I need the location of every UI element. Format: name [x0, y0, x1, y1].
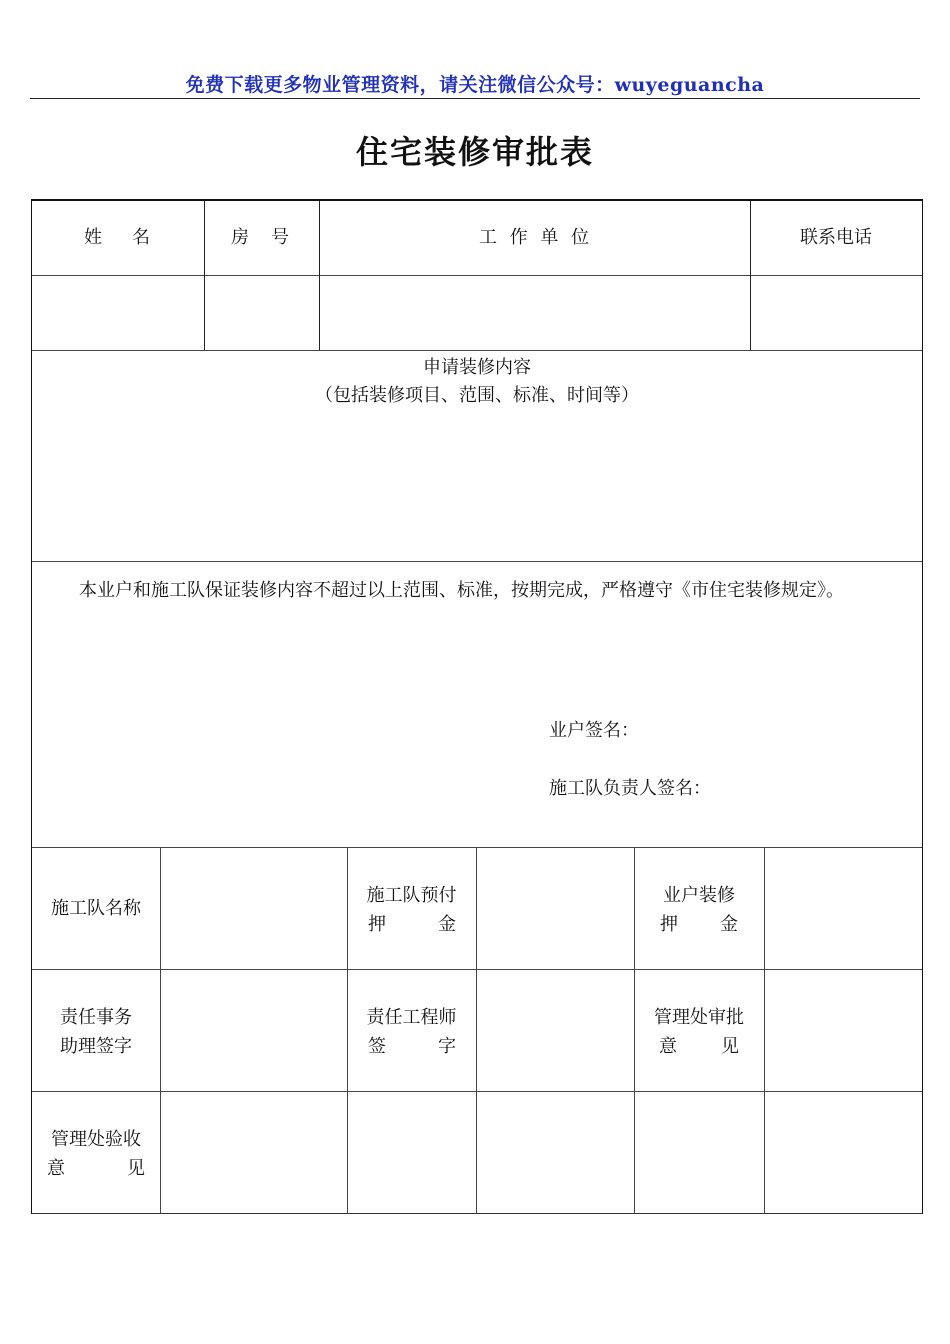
workplace-header-char: 工	[479, 227, 497, 248]
room-header	[231, 223, 289, 252]
team-name-field[interactable]	[161, 848, 347, 969]
inspection-field[interactable]	[161, 1092, 922, 1213]
team-deposit-line2	[368, 910, 456, 939]
pledge-statement: 本业户和施工队保证装修内容不超过以上范围、标准，按期完成，严格遵守《市住宅装修规定》。	[79, 580, 844, 601]
office-approval-field[interactable]	[765, 970, 922, 1091]
team-deposit-char: 金	[438, 914, 456, 935]
room-header-char: 房	[231, 227, 249, 248]
team-deposit-line1: 施工队预付	[366, 885, 457, 906]
name-header	[84, 223, 150, 252]
inspection-label	[32, 1125, 160, 1183]
team-leader-signature-label: 施工队负责人签名：	[549, 778, 711, 799]
engineer-signature-field[interactable]	[477, 970, 634, 1091]
promo-banner: 免费下载更多物业管理资料，请关注微信公众号：wuyeguancha	[185, 74, 765, 96]
workplace-header-char: 位	[570, 227, 589, 248]
owner-deposit-char: 押	[660, 914, 678, 935]
row-divider	[32, 350, 922, 351]
workplace-header-char: 作	[509, 227, 528, 248]
form-title: 住宅装修审批表	[355, 133, 594, 171]
owner-signature-label: 业户签名：	[549, 720, 639, 741]
engineer-char: 字	[438, 1036, 456, 1057]
owner-deposit-label	[634, 881, 764, 939]
workplace-header-char: 单	[540, 227, 559, 248]
assistant-line1: 责任事务	[60, 1007, 132, 1028]
name-header-char: 名	[132, 227, 150, 248]
office-approval-line1: 管理处审批	[654, 1007, 744, 1028]
engineer-signature-label	[347, 1003, 476, 1061]
owner-deposit-line2	[660, 910, 738, 939]
engineer-line2	[368, 1032, 456, 1061]
inspection-char: 意	[47, 1158, 65, 1179]
office-approval-label	[634, 1003, 764, 1061]
team-deposit-label	[347, 881, 476, 939]
room-header-char: 号	[271, 227, 289, 248]
banner-divider	[30, 98, 920, 99]
name-field[interactable]	[32, 276, 204, 350]
content-subheading: （包括装修项目、范围、标准、时间等）	[315, 385, 639, 406]
office-approval-line2	[659, 1032, 739, 1061]
inspection-line1: 管理处验收	[51, 1129, 141, 1150]
workplace-header	[479, 223, 589, 252]
name-header-char: 姓	[84, 227, 102, 248]
row-divider	[32, 561, 922, 562]
owner-deposit-char: 金	[720, 914, 738, 935]
phone-header: 联系电话	[800, 227, 872, 248]
team-deposit-char: 押	[368, 914, 386, 935]
owner-deposit-line1: 业户装修	[663, 885, 735, 906]
office-approval-char: 见	[721, 1036, 739, 1057]
workplace-field[interactable]	[320, 276, 750, 350]
content-heading: 申请装修内容	[423, 357, 531, 378]
team-name-label: 施工队名称	[51, 898, 141, 919]
inspection-line2	[47, 1154, 145, 1183]
owner-deposit-field[interactable]	[765, 848, 922, 969]
phone-field[interactable]	[751, 276, 922, 350]
inspection-char: 见	[127, 1158, 145, 1179]
assistant-line2: 助理签字	[60, 1036, 132, 1057]
content-field[interactable]	[32, 413, 922, 561]
engineer-char: 签	[368, 1036, 386, 1057]
office-approval-char: 意	[659, 1036, 677, 1057]
assistant-signature-field[interactable]	[161, 970, 347, 1091]
team-deposit-field[interactable]	[477, 848, 634, 969]
approval-form-table	[31, 199, 923, 1214]
engineer-line1: 责任工程师	[366, 1007, 457, 1028]
room-field[interactable]	[205, 276, 319, 350]
assistant-signature-label	[32, 1003, 160, 1061]
